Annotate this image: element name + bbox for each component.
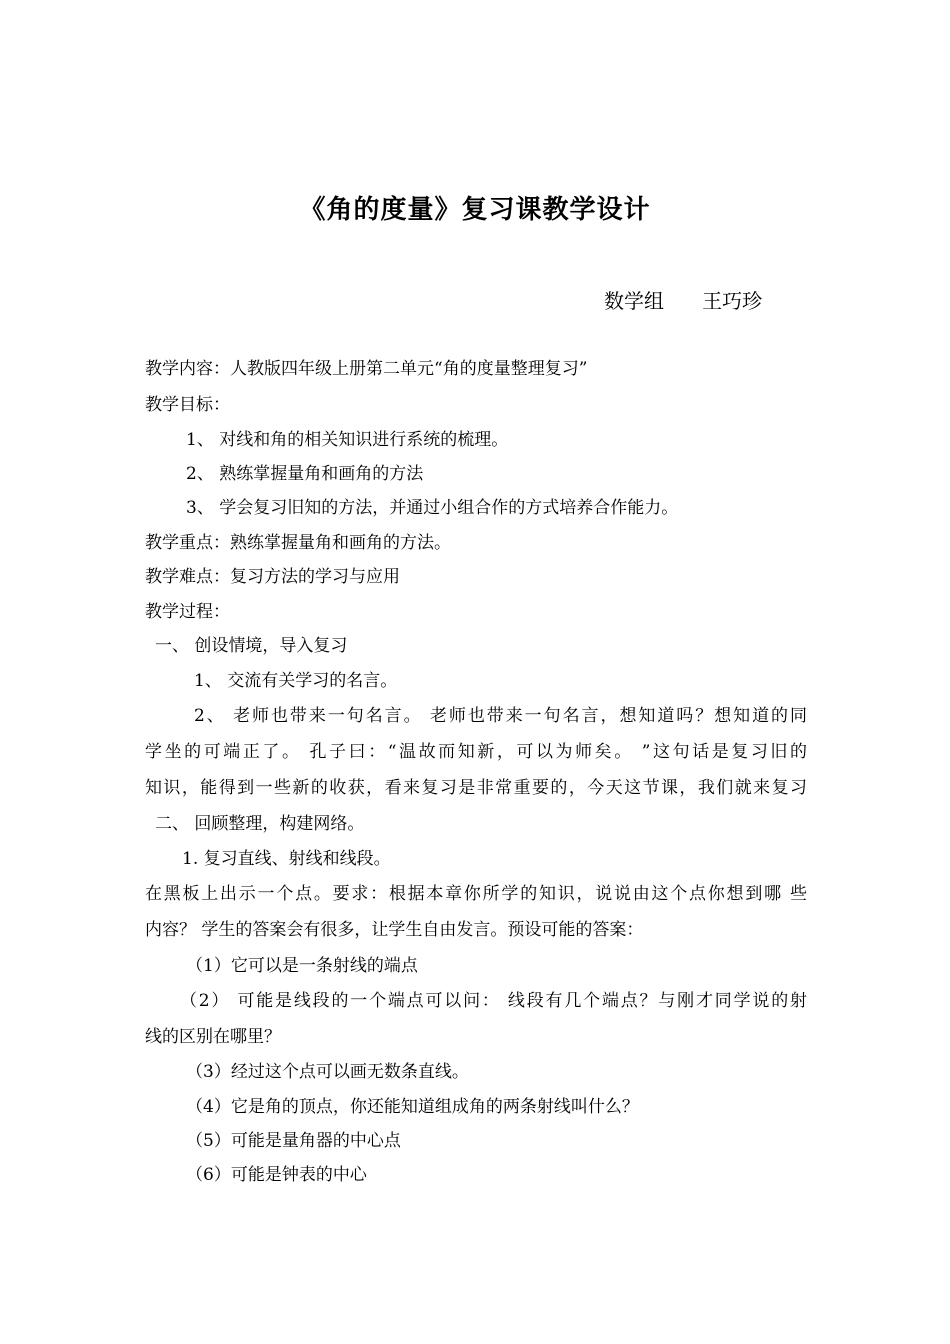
answer-item-5: （5）可能是量角器的中心点 [186, 1131, 401, 1151]
paragraph-line: 内容？ 学生的答案会有很多，让学生自由发言。预设可能的答案： [145, 920, 644, 940]
teaching-goals-heading: 教学目标： [145, 395, 230, 415]
step-item-review: 1. 复习直线、射线和线段。 [182, 849, 391, 869]
answer-item-3: （3）经过这个点可以画无数条直线。 [186, 1062, 469, 1082]
teaching-difficulty: 教学难点：复习方法的学习与应用 [145, 567, 400, 587]
author-group: 数学组 [604, 289, 664, 313]
paragraph-line: 知识，能得到一些新的收获，看来复习是非常重要的，今天这节课，我们就来复习 [145, 778, 807, 798]
section-heading-1: 一、 创设情境，导入复习 [155, 636, 348, 656]
author-line [604, 286, 762, 316]
goal-item-2: 2、 熟练掌握量角和画角的方法 [186, 464, 424, 484]
answer-item-6: （6）可能是钟表的中心 [186, 1165, 367, 1185]
document-title: 《角的度量》复习课教学设计 [299, 195, 651, 225]
teaching-focus: 教学重点：熟练掌握量角和画角的方法。 [145, 533, 451, 553]
teaching-process-heading: 教学过程： [145, 602, 230, 622]
paragraph-line: 2、 老师也带来一句名言。 老师也带来一句名言，想知道吗？想知道的同 [194, 706, 807, 726]
paragraph-line: 在黑板上出示一个点。要求：根据本章你所学的知识，说说由这个点你想到哪 些 [145, 884, 807, 904]
section-heading-2: 二、 回顾整理，构建网络。 [155, 814, 365, 834]
answer-item-2: （2） 可能是线段的一个端点可以问： 线段有几个端点？与刚才同学说的射 [180, 991, 807, 1011]
goal-item-3: 3、 学会复习旧知的方法，并通过小组合作的方式培养合作能力。 [186, 498, 679, 518]
author-name: 王巧珍 [702, 289, 763, 313]
paragraph-line: 学坐的可端正了。 孔子曰：“温故而知新，可以为师矣。 ”这句话是复习旧的 [145, 742, 807, 762]
goal-item-1: 1、 对线和角的相关知识进行系统的梳理。 [186, 430, 509, 450]
step-item-1: 1、 交流有关学习的名言。 [194, 671, 398, 691]
teaching-content: 教学内容：人教版四年级上册第二单元“角的度量整理复习” [145, 359, 588, 379]
answer-item-4: （4）它是角的顶点，你还能知道组成角的两条射线叫什么？ [186, 1097, 639, 1117]
answer-item-1: （1）它可以是一条射线的端点 [186, 956, 418, 976]
answer-item-2-cont: 线的区别在哪里？ [145, 1027, 281, 1047]
